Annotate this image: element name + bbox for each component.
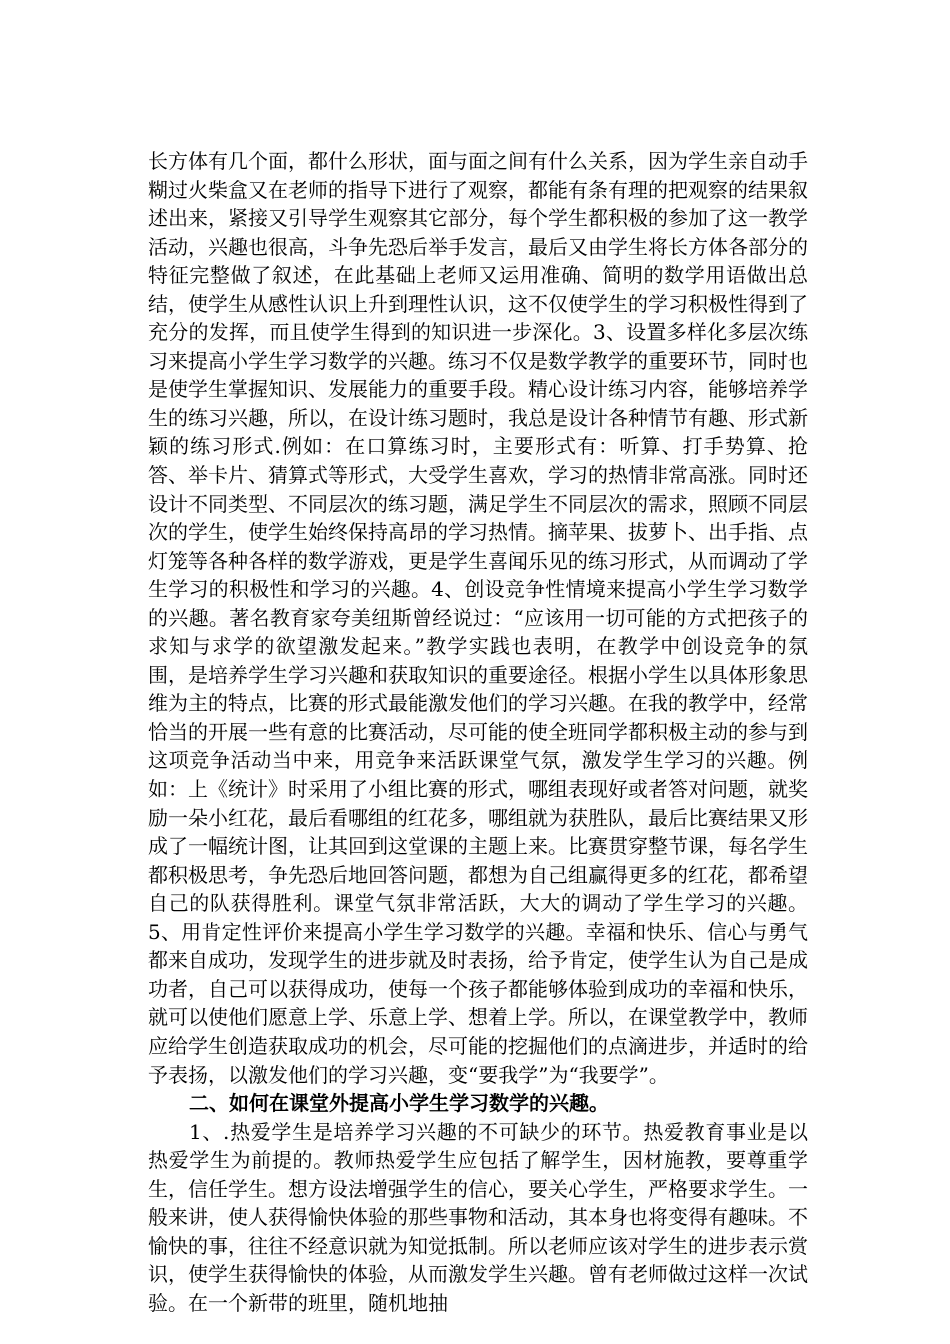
body-paragraph: 长方体有几个面，都什么形状，面与面之间有什么关系，因为学生亲自动手糊过火柴盒又在老师的指导下进行了观察，都能有条有理的把观察的结果叙述出来，紧接又引导学生观察其它部分，每个学生都积极的参加了这一教学活动，兴趣也很高，斗争先恐后举手发言，最后又由学生将长方体各部分的特征完整做了叙述，在此基础上老师又运用准确、简明的数学用语做出总结，使学生从感性认识上升到理性认识，这不仅使学生的学习积极性得到了充分的发挥，而且使学生得到的知识进一步深化。3、设置多样化多层次练习来提高小学生学习数学的兴趣。练习不仅是数学教学的重要环节，同时也是使学生掌握知识、发展能力的重要手段。精心设计练习内容，能够培养学生的练习兴趣，所以，在设计练习题时，我总是设计各种情节有趣、形式新颖的练习形式.例如：在口算练习时，主要形式有：听算、打手势算、抢答、举卡片、猜算式等形式，大受学生喜欢，学习的热情非常高涨。同时还设计不同类型、不同层次的练习题，满足学生不同层次的需求，照顾不同层次的学生，使学生始终保持高昂的学习热情。摘苹果、拔萝卜、出手指、点灯笼等各种各样的数学游戏，更是学生喜闻乐见的练习形式，从而调动了学生学习的积极性和学习的兴趣。4、创设竞争性情境来提高小学生学习数学的兴趣。著名教育家夸美纽斯曾经说过：“应该用一切可能的方式把孩子的求知与求学的欲望激发起来。”教学实践也表明，在教学中创设竞争的氛围，是培养学生学习兴趣和获取知识的重要途径。根据小学生以具体形象思维为主的特点，比赛的形式最能激发他们的学习兴趣。在我的教学中，经常恰当的开展一些有意的比赛活动，尽可能的使全班同学都积极主动的参与到这项竞争活动当中来，用竞争来活跃课堂气氛，激发学生学习的兴趣。例如：上《统计》时采用了小组比赛的形式，哪组表现好或者答对问题，就奖励一朵小红花，最后看哪组的红花多，哪组就为获胜队，最后比赛结果又形成了一幅统计图，让其回到这堂课的主题上来。比赛贯穿整节课，每名学生都积极思考，争先恐后地回答问题，都想为自己组赢得更多的红花，都希望自己的队获得胜利。课堂气氛非常活跃，大大的调动了学生学习的兴趣。5、用肯定性评价来提高小学生学习数学的兴趣。幸福和快乐、信心与勇气都来自成功，发现学生的进步就及时表扬，给予肯定，使学生认为自己是成功者，自己可以获得成功，使每一个孩子都能够体验到成功的幸福和快乐，就可以使他们愿意上学、乐意上学、想着上学。所以，在课堂教学中，教师应给学生创造获取成功的机会，尽可能的挖掘他们的点滴进步，并适时的给予表扬，以激发他们的学习兴趣，变“要我学”为“我要学”。 [148, 149, 808, 1087]
section-heading: 二、如何在课堂外提高小学生学习数学的兴趣。 [189, 1091, 609, 1116]
body-paragraph: 1、.热爱学生是培养学习兴趣的不可缺少的环节。热爱教育事业是以热爱学生为前提的。教师热爱学生应包括了解学生，因材施教，要尊重学生，信任学生。想方设法增强学生的信心，要关心学生，严格要求学生。一般来讲，使人获得愉快体验的那些事物和活动，其本身也将变得有趣味。不愉快的事，往往不经意识就为知觉抵制。所以老师应该对学生的进步表示赏识，使学生获得愉快的体验，从而激发学生兴趣。曾有老师做过这样一次试验。在一个新带的班里，随机地抽 [148, 1119, 808, 1315]
document-body [148, 147, 808, 1317]
